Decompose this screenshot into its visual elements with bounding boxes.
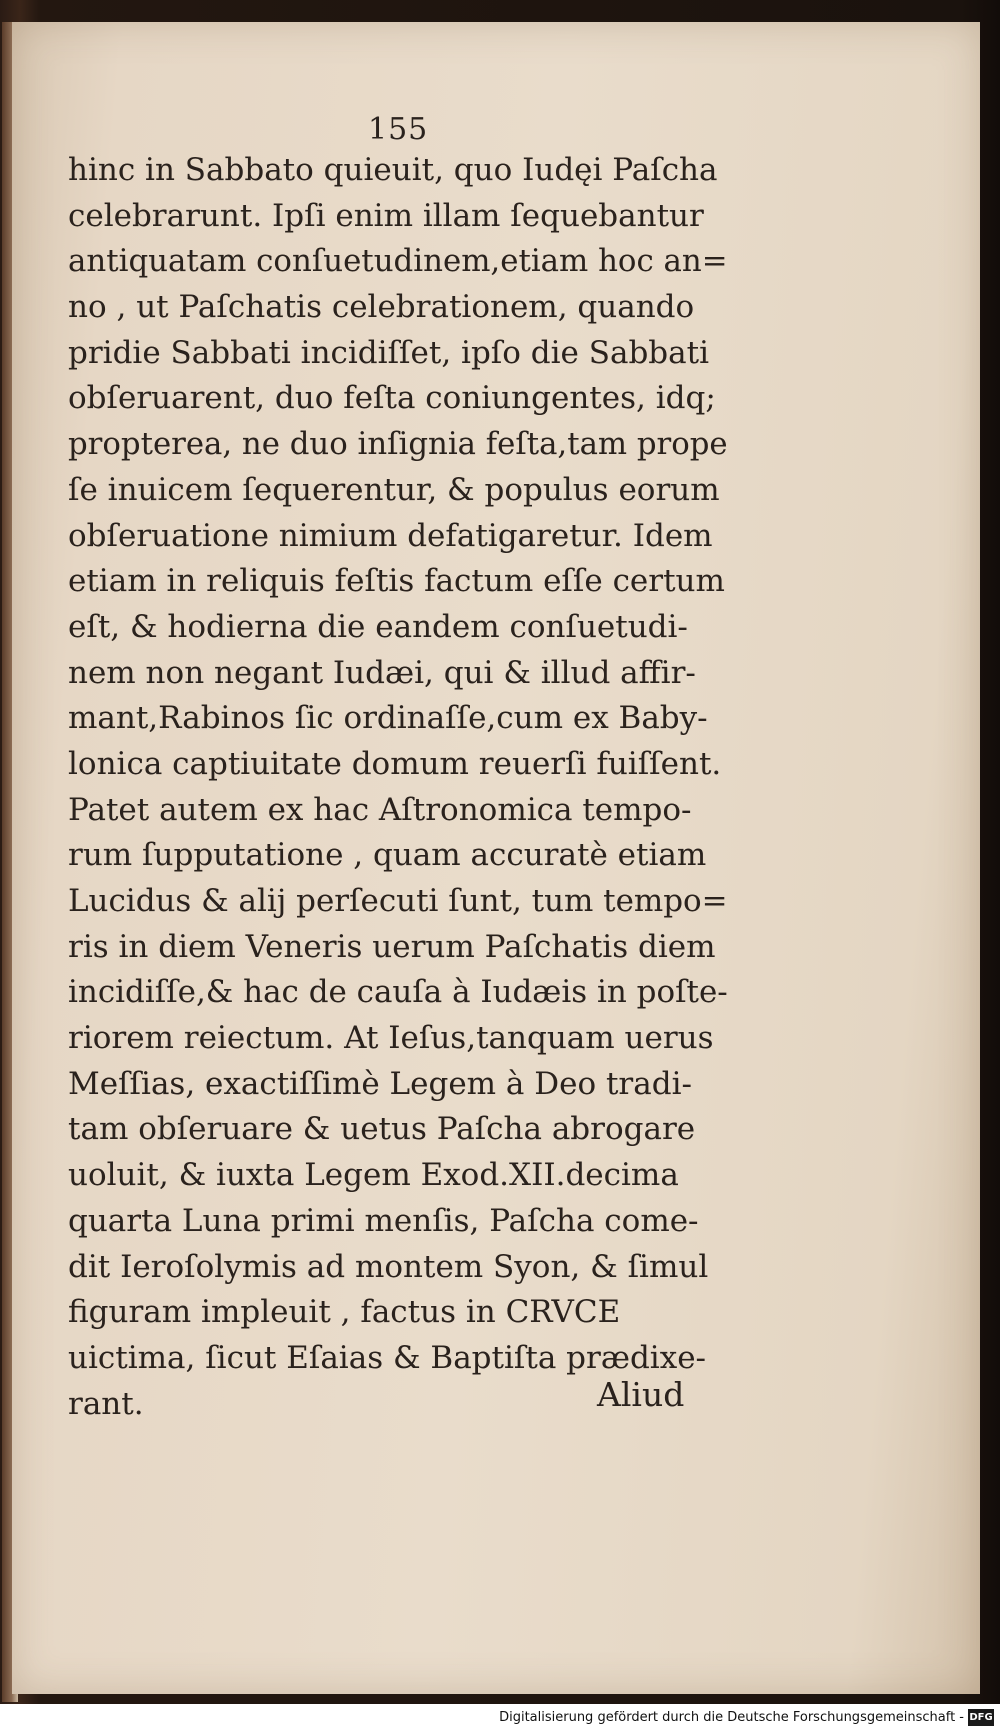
text-line: lonica captiuitate domum reuerſi fuiſſent. bbox=[68, 745, 722, 782]
text-line: uictima, ſicut Eſaias & Baptiſta prædixe- bbox=[68, 1339, 707, 1376]
digitization-credit: Digitalisierung gefördert durch die Deutsche Forschungsgemeinschaft - bbox=[499, 1710, 964, 1725]
text-line: antiquatam conſuetudinem,etiam hoc an= bbox=[68, 243, 728, 280]
footer-bar bbox=[0, 1704, 1000, 1733]
text-line: riorem reiectum. At Ieſus,tanquam uerus bbox=[68, 1020, 714, 1057]
body-text bbox=[68, 148, 728, 1427]
text-line: mant,Rabinos ſic ordinaſſe,cum ex Baby- bbox=[68, 700, 708, 737]
page-number: 155 bbox=[368, 112, 429, 147]
text-line: eſt, & hodierna die eandem conſuetudi- bbox=[68, 608, 688, 645]
text-line: Patet autem ex hac Aſtronomica tempo- bbox=[68, 791, 692, 828]
text-line: figuram impleuit , factus in CRVCE bbox=[68, 1294, 621, 1331]
text-line: pridie Sabbati incidiſſet, ipſo die Sabbati bbox=[68, 334, 709, 371]
text-line: rum ſupputatione , quam accuratè etiam bbox=[68, 837, 707, 874]
text-line: Lucidus & alij perſecuti ſunt, tum tempo= bbox=[68, 883, 728, 919]
dfg-logo: DFG bbox=[968, 1709, 994, 1726]
text-line: incidiſſe,& hac de cauſa à Iudæis in poſte- bbox=[68, 974, 728, 1011]
text-line: no , ut Paſchatis celebrationem, quando bbox=[68, 289, 695, 326]
catchword: Aliud bbox=[597, 1375, 685, 1414]
text-line: propterea, ne duo inſignia feſta,tam prope bbox=[68, 426, 728, 463]
text-line: etiam in reliquis feſtis factum eſſe certum bbox=[68, 563, 725, 600]
text-line: rant. bbox=[68, 1385, 144, 1422]
text-line: nem non negant Iudæi, qui & illud affir- bbox=[68, 654, 696, 691]
text-line: tam obſeruare & uetus Paſcha abrogare bbox=[68, 1111, 696, 1148]
text-line: celebrarunt. Ipſi enim illam ſequebantur bbox=[68, 197, 704, 234]
text-line: uoluit, & iuxta Legem Exod.XII.decima bbox=[68, 1157, 679, 1194]
text-line: quarta Luna primi menſis, Paſcha come- bbox=[68, 1202, 699, 1239]
text-line: hinc in Sabbato quieuit, quo Iudęi Paſcha bbox=[68, 152, 718, 188]
text-line: ris in diem Veneris uerum Paſchatis diem bbox=[68, 928, 716, 965]
text-line: ſe inuicem ſequerentur, & populus eorum bbox=[68, 471, 720, 508]
text-line: obſeruatione nimium defatigaretur. Idem bbox=[68, 517, 713, 554]
text-line: dit Ieroſolymis ad montem Syon, & ſimul bbox=[68, 1248, 709, 1285]
text-line: Meſſias, exactiſſimè Legem à Deo tradi- bbox=[68, 1065, 692, 1102]
text-line: obſeruarent, duo feſta coniungentes, idq; bbox=[68, 380, 716, 417]
